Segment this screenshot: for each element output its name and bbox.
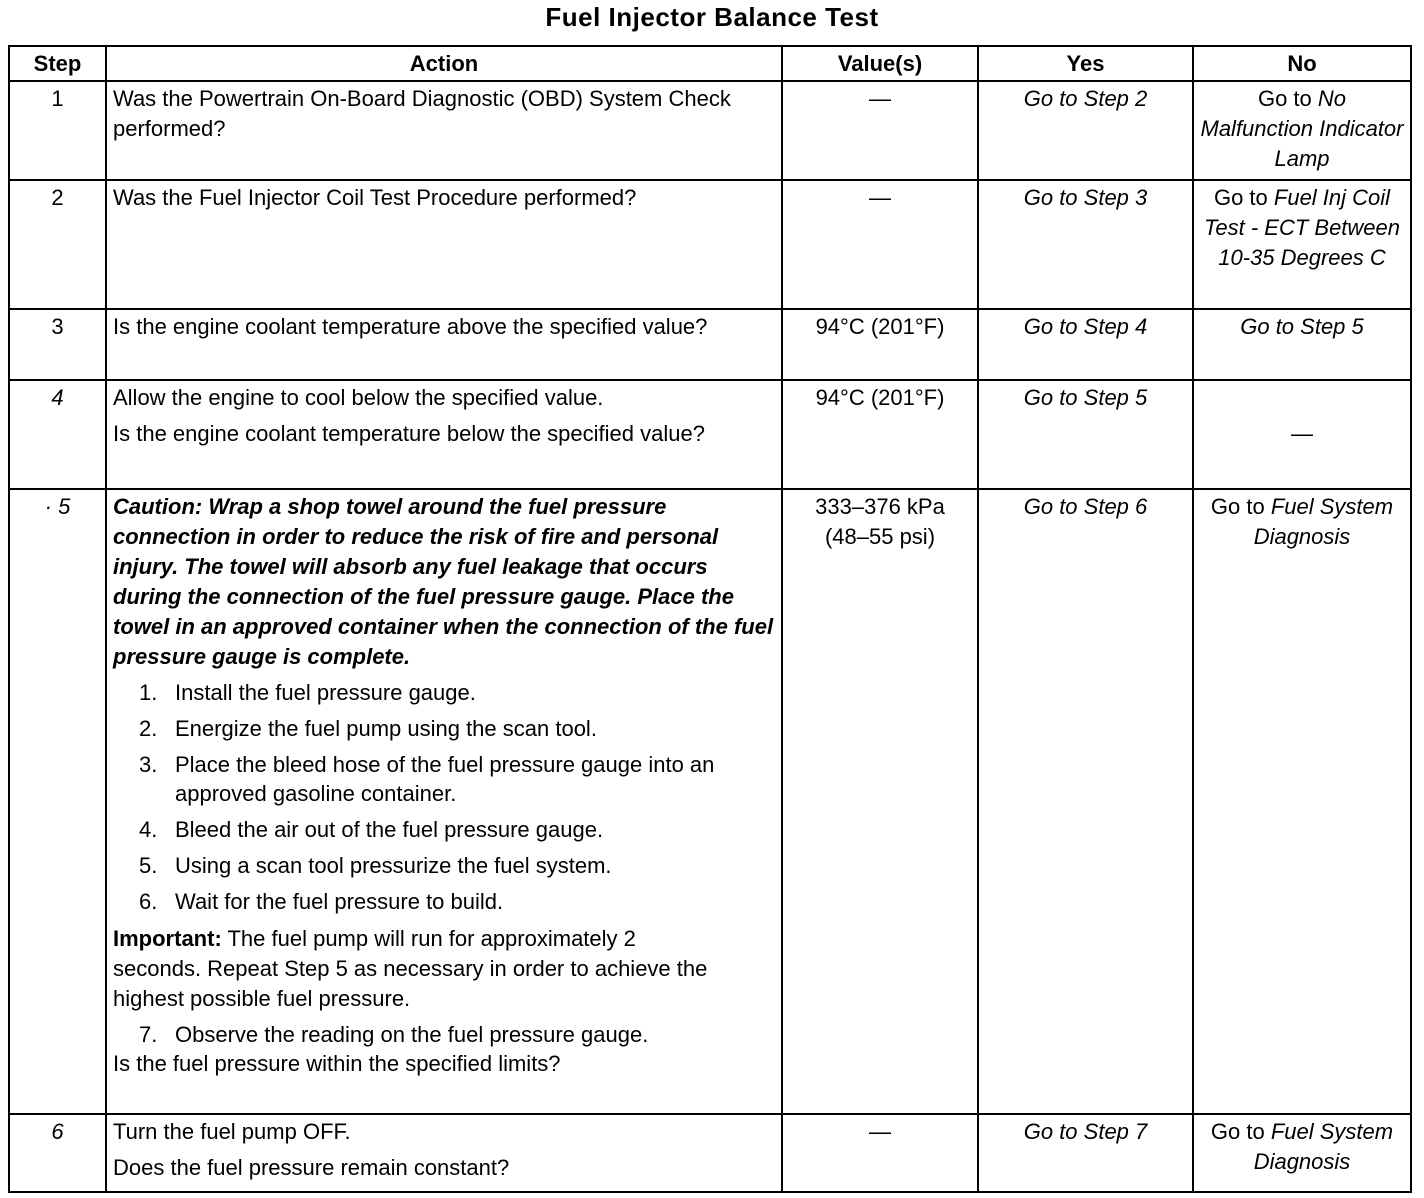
action-cell xyxy=(106,380,782,489)
no-cell[interactable] xyxy=(1193,81,1411,180)
step-number: 1 xyxy=(9,81,106,180)
value-cell: — xyxy=(782,1114,978,1192)
yes-cell[interactable]: Go to Step 7 xyxy=(978,1114,1193,1192)
list-item: 1. Install the fuel pressure gauge. xyxy=(139,679,476,705)
no-cell[interactable] xyxy=(1193,1114,1411,1192)
pressure-kpa: 333–376 kPa xyxy=(815,493,945,519)
list-item: 2. Energize the fuel pump using the scan tool. xyxy=(139,715,597,741)
action-line: Turn the fuel pump OFF. xyxy=(113,1119,351,1145)
value-cell: 94°C (201°F) xyxy=(782,309,978,379)
list-item: 3. Place the bleed hose of the fuel pressure gauge into an approved gasoline container. xyxy=(139,751,715,806)
yes-cell[interactable]: Go to Step 5 xyxy=(978,380,1193,489)
step-number: 2 xyxy=(9,180,106,310)
value-cell: — xyxy=(782,180,978,310)
action-cell: Is the engine coolant temperature above the specified value? xyxy=(106,309,782,379)
header-yes: Yes xyxy=(978,46,1193,81)
list-item: 5. Using a scan tool pressurize the fuel system. xyxy=(139,852,612,878)
action-line: Allow the engine to cool below the specified value. xyxy=(113,384,604,410)
yes-cell[interactable]: Go to Step 6 xyxy=(978,489,1193,1115)
table-row xyxy=(9,1114,1411,1192)
action-cell xyxy=(106,489,782,1115)
no-cell[interactable]: Go to Step 5 xyxy=(1193,309,1411,379)
no-prefix: Go to xyxy=(1213,184,1268,210)
no-link[interactable]: Fuel System Diagnosis xyxy=(1253,493,1394,549)
yes-cell[interactable]: Go to Step 4 xyxy=(978,309,1193,379)
important-text: The fuel pump will run for approximately 2 seconds. Repeat Step 5 as necessary in order to achieve the highest possible fuel pressure. xyxy=(113,925,708,1011)
yes-cell[interactable]: Go to Step 2 xyxy=(978,81,1193,180)
value-cell xyxy=(782,489,978,1115)
action-cell: Was the Fuel Injector Coil Test Procedure performed? xyxy=(106,180,782,310)
action-question: Does the fuel pressure remain constant? xyxy=(113,1155,510,1181)
no-prefix: Go to xyxy=(1210,1119,1265,1145)
step-number: · 5 xyxy=(9,489,106,1115)
important-label: Important: xyxy=(113,925,222,951)
table-row xyxy=(9,380,1411,489)
no-prefix: Go to xyxy=(1257,86,1312,111)
step-number: 4 xyxy=(9,380,106,489)
table-row xyxy=(9,489,1411,1115)
header-step: Step xyxy=(9,46,106,81)
step-number: 6 xyxy=(9,1114,106,1192)
caution-text: Caution: Wrap a shop towel around the fuel pressure connection in order to reduce the risk of fire and personal injury. The towel will absorb any fuel leakage that occurs during the connection of the fuel pressure gauge. Place the towel in an approved container when the connection of the fuel pressure gauge is complete. xyxy=(113,493,774,669)
value-cell: 94°C (201°F) xyxy=(782,380,978,489)
table-row xyxy=(9,180,1411,310)
no-prefix: Go to xyxy=(1210,493,1265,519)
header-values: Value(s) xyxy=(782,46,978,81)
header-row xyxy=(9,46,1411,81)
yes-cell[interactable]: Go to Step 3 xyxy=(978,180,1193,310)
table-row xyxy=(9,309,1411,379)
procedure-list xyxy=(113,678,775,916)
value-cell: — xyxy=(782,81,978,180)
table-row xyxy=(9,81,1411,180)
no-link[interactable]: No Malfunction Indicator Lamp xyxy=(1200,86,1404,171)
action-question: Is the engine coolant temperature below the specified value? xyxy=(113,420,705,446)
page-title: Fuel Injector Balance Test xyxy=(545,2,879,32)
pressure-psi: (48–55 psi) xyxy=(824,523,936,549)
important-note xyxy=(113,924,775,1014)
list-item: 6. Wait for the fuel pressure to build. xyxy=(139,888,504,914)
action-question: Is the fuel pressure within the specified limits? xyxy=(113,1050,561,1076)
header-action: Action xyxy=(106,46,782,81)
procedure-list-cont xyxy=(113,1020,775,1049)
fuel-injector-balance-table xyxy=(8,45,1412,1193)
list-item: 4. Bleed the air out of the fuel pressure gauge. xyxy=(139,816,604,842)
no-link[interactable]: Fuel System Diagnosis xyxy=(1253,1119,1394,1175)
header-no: No xyxy=(1193,46,1411,81)
step-number: 3 xyxy=(9,309,106,379)
action-cell: Was the Powertrain On-Board Diagnostic (OBD) System Check performed? xyxy=(106,81,782,180)
no-cell[interactable] xyxy=(1193,489,1411,1115)
no-cell[interactable] xyxy=(1193,180,1411,310)
no-cell: — xyxy=(1193,380,1411,489)
no-link[interactable]: Fuel Inj Coil Test - ECT Between 10-35 Degrees C xyxy=(1203,184,1401,270)
list-item: 7. Observe the reading on the fuel pressure gauge. xyxy=(139,1021,649,1047)
action-cell xyxy=(106,1114,782,1192)
